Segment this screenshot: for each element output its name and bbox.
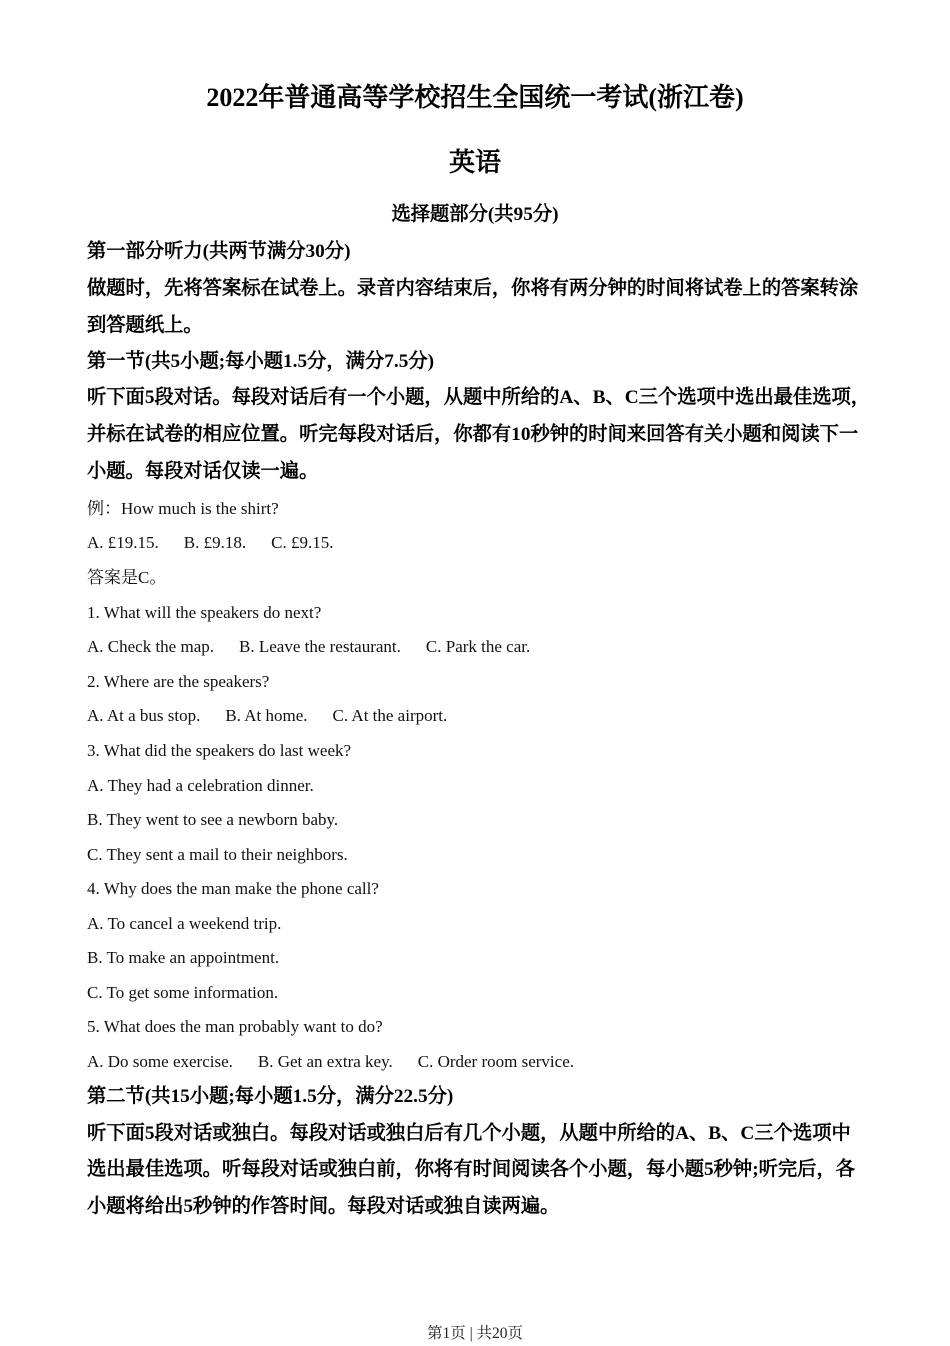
question-3: 3. What did the speakers do last week? bbox=[87, 741, 352, 760]
example-answer: 答案是C。 bbox=[87, 568, 167, 587]
option: B. Leave the restaurant. bbox=[239, 637, 401, 656]
section2-instruction-line: 选出最佳选项。听每段对话或独白前，你将有时间阅读各个小题，每小题5秒钟;听完后，各 bbox=[87, 1159, 856, 1180]
question-1-options bbox=[87, 635, 530, 659]
section2-instruction-line: 小题将给出5秒钟的作答时间。每段对话或独自读两遍。 bbox=[87, 1196, 560, 1217]
question-2-options bbox=[87, 704, 447, 728]
section-heading: 选择题部分(共95分) bbox=[391, 204, 559, 225]
example-question: 例：How much is the shirt? bbox=[87, 499, 279, 518]
part1-instruction-line: 到答题纸上。 bbox=[87, 315, 203, 336]
section1-heading: 第一节(共5小题;每小题1.5分，满分7.5分) bbox=[87, 351, 435, 372]
question-2: 2. Where are the speakers? bbox=[87, 672, 270, 691]
option: A. Do some exercise. bbox=[87, 1052, 233, 1071]
part1-instruction-line: 做题时，先将答案标在试卷上。录音内容结束后，你将有两分钟的时间将试卷上的答案转涂 bbox=[87, 278, 859, 299]
section1-instruction-line: 小题。每段对话仅读一遍。 bbox=[87, 461, 319, 482]
option: A. To cancel a weekend trip. bbox=[87, 914, 282, 933]
subject-title: 英语 bbox=[448, 148, 501, 177]
question-4: 4. Why does the man make the phone call? bbox=[87, 879, 379, 898]
option: A. They had a celebration dinner. bbox=[87, 776, 314, 795]
option: C. At the airport. bbox=[332, 706, 448, 725]
part1-heading: 第一部分听力(共两节满分30分) bbox=[87, 241, 351, 262]
option: A. £19.15. bbox=[87, 533, 159, 552]
question-5: 5. What does the man probably want to do? bbox=[87, 1017, 383, 1036]
option: C. To get some information. bbox=[87, 983, 279, 1002]
section1-instruction-line: 听下面5段对话。每段对话后有一个小题，从题中所给的A、B、C三个选项中选出最佳选项， bbox=[87, 387, 871, 408]
option: B. They went to see a newborn baby. bbox=[87, 810, 339, 829]
option: C. Park the car. bbox=[425, 637, 531, 656]
option: B. Get an extra key. bbox=[257, 1052, 393, 1071]
option: B. To make an appointment. bbox=[87, 948, 280, 967]
question-5-options bbox=[87, 1050, 574, 1074]
option: B. £9.18. bbox=[183, 533, 247, 552]
option: B. At home. bbox=[225, 706, 308, 725]
page-footer: 第1页 | 共20页 bbox=[426, 1325, 524, 1342]
example-options bbox=[87, 531, 333, 555]
option: A. Check the map. bbox=[87, 637, 214, 656]
option: C. They sent a mail to their neighbors. bbox=[87, 845, 348, 864]
question-1: 1. What will the speakers do next? bbox=[87, 603, 322, 622]
section2-instruction-line: 听下面5段对话或独白。每段对话或独白后有几个小题，从题中所给的A、B、C三个选项中 bbox=[87, 1123, 851, 1144]
option: C. £9.15. bbox=[271, 533, 334, 552]
option: A. At a bus stop. bbox=[87, 706, 201, 725]
exam-title: 2022年普通高等学校招生全国统一考试(浙江卷) bbox=[206, 83, 744, 112]
section1-instruction-line: 并标在试卷的相应位置。听完每段对话后，你都有10秒钟的时间来回答有关小题和阅读下一 bbox=[87, 424, 859, 445]
option: C. Order room service. bbox=[417, 1052, 574, 1071]
section2-heading: 第二节(共15小题;每小题1.5分，满分22.5分) bbox=[87, 1086, 454, 1107]
